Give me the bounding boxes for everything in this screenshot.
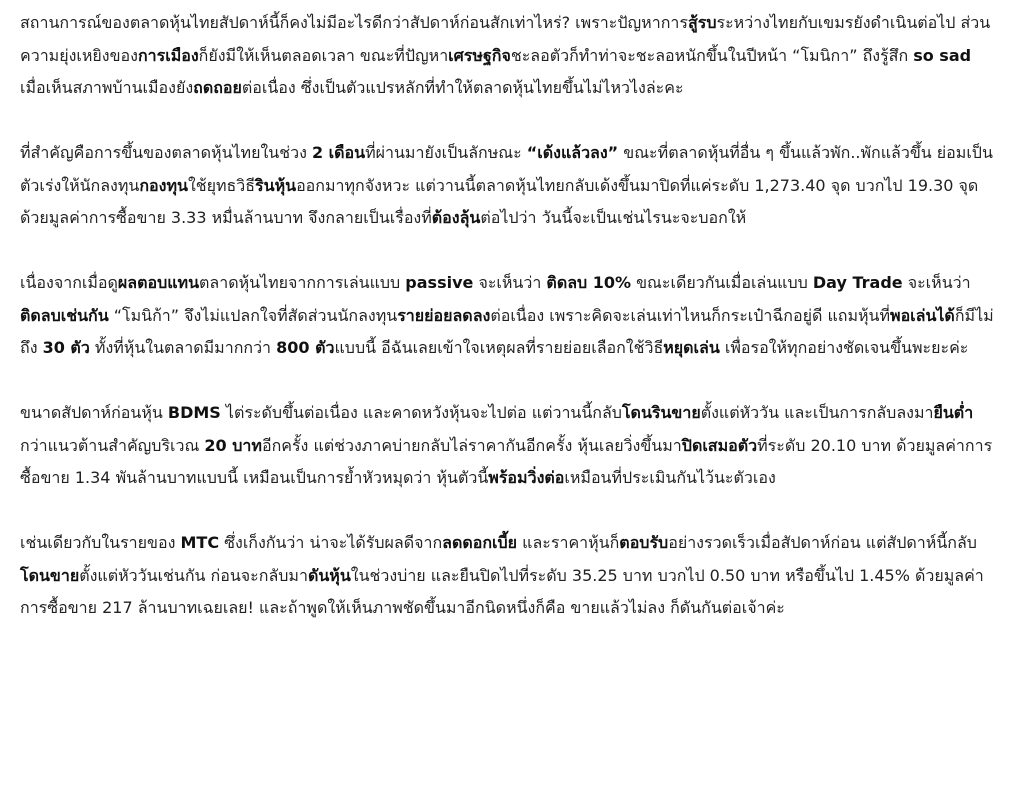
text-run: ตลาดหุ้นไทยจากการเล่นแบบ xyxy=(199,273,406,292)
bold-text: โดนขาย xyxy=(20,565,80,585)
text-run: เมื่อเห็นสภาพบ้านเมืองยัง xyxy=(20,78,194,97)
bold-text: ถดถอย xyxy=(193,78,242,97)
text-run: ขณะเดียวกันเมื่อเล่นแบบ xyxy=(631,273,813,292)
bold-text: 30 ตัว xyxy=(42,338,90,357)
text-run: ที่ผ่านมายังเป็นลักษณะ xyxy=(365,143,527,162)
bold-text: ลดดอกเบี้ย xyxy=(442,533,518,552)
text-run: ขณะที่ตลาดหุ้นที่อื่น ๆ ขึ้นแล้วพัก..พักแล้วขึ้น ย่อมเป็นตัวเร่งให้นักลงทุน xyxy=(20,143,993,195)
paragraph-1 xyxy=(20,7,995,105)
text-run: ระหว่างไทยกับเขมรยังดำเนินต่อไป ส่วนความยุ่งเหยิงของ xyxy=(20,13,991,65)
bold-text: passive xyxy=(405,273,474,292)
bold-text: BDMS xyxy=(167,403,221,422)
text-run: ขนาดสัปดาห์ก่อนหุ้น xyxy=(20,403,168,422)
bold-text: ติดลบ 10% xyxy=(546,273,632,292)
text-run: ต่อเนื่อง ซึ่งเป็นตัวแปรหลักที่ทำให้ตลาดหุ้นไทยขึ้นไม่ไหวไงล่ะคะ xyxy=(241,78,684,97)
text-run: ตั้งแต่หัววัน และเป็นการกลับลงมา xyxy=(700,403,934,422)
bold-text: “เด้งแล้วลง” xyxy=(526,143,619,162)
bold-text: ยืนต่ำ xyxy=(933,403,974,422)
text-run: เช่นเดียวกับในรายของ xyxy=(20,533,181,552)
text-run: ต่อเนื่อง เพราะคิดจะเล่นเท่าไหนก็กระเป๋าฉีกอยู่ดี แถมหุ้นที่ xyxy=(490,305,891,325)
bold-text: รินหุ้น xyxy=(255,175,297,195)
text-run: และราคาหุ้นก็ xyxy=(517,533,620,552)
bold-text: พร้อมวิ่งต่อ xyxy=(488,468,565,487)
text-run: ใช้ยุทธวิธี xyxy=(187,175,256,195)
text-run: เหมือนที่ประเมินกันไว้นะตัวเอง xyxy=(564,468,776,487)
text-run: ต่อไปว่า วันนี้จะเป็นเช่นไรนะจะบอกให้ xyxy=(480,208,747,227)
bold-text: หยุดเล่น xyxy=(663,338,720,357)
bold-text: ต้องลุ้น xyxy=(431,208,481,227)
text-run: ที่ระดับ 20.10 บาท ด้วยมูลค่าการซื้อขาย 1.34 พันล้านบาทแบบนี้ เหมือนเป็นการย้ำหัวหมุดว่า หุ้นตัวนี้ xyxy=(20,435,993,487)
text-run: ก็ยังมีให้เห็นตลอดเวลา ขณะที่ปัญหา xyxy=(198,45,449,65)
text-run: ในช่วงบ่าย และยืนปิดไปที่ระดับ 35.25 บาท บวกไป 0.50 บาท หรือขึ้นไป 1.45% ด้วยมูลค่าการซื้อขาย 217 ล้านบาทเฉยเลย! และถ้าพูดให้เห็นภาพชัดขึ้นมาอีกนิดหนึ่งก็คือ ขายแล้วไม่ลง ก็ดันกันต่อเจ้าค่ะ xyxy=(20,565,984,617)
bold-text: พอเล่นได้ xyxy=(890,305,955,325)
paragraph-4 xyxy=(20,397,995,495)
bold-text: ผลตอบแทน xyxy=(117,273,200,292)
article-body xyxy=(20,7,995,657)
text-run: กว่าแนวต้านสำคัญบริเวณ xyxy=(20,435,205,455)
text-run: อย่างรวดเร็วเมื่อสัปดาห์ก่อน แต่สัปดาห์นี้กลับ xyxy=(668,533,977,552)
bold-text: 2 เดือน xyxy=(311,143,366,162)
paragraph-2 xyxy=(20,137,995,235)
bold-text: ตอบรับ xyxy=(619,533,669,552)
text-run: ตั้งแต่หัววันเช่นกัน ก่อนจะกลับมา xyxy=(79,565,308,585)
text-run: ก็มีไม่ถึง xyxy=(20,305,994,357)
text-run: “โมนิก้า” จึงไม่แปลกใจที่สัดส่วนนักลงทุน xyxy=(108,305,398,325)
bold-text: ติดลบเช่นกัน xyxy=(20,305,109,325)
text-run: ออกมาทุกจังหวะ แต่วานนี้ตลาดหุ้นไทยกลับเด้งขึ้นมาปิดที่แค่ระดับ 1,273.40 จุด บวกไป 19.30 จุด ด้วยมูลค่าการซื้อขาย 3.33 หมื่นล้านบาท จึงกลายเป็นเรื่องที่ xyxy=(20,175,979,227)
bold-text: ดันหุ้น xyxy=(307,565,351,585)
text-run: แบบนี้ อีฉันเลยเข้าใจเหตุผลที่รายย่อยเลือกใช้วิธี xyxy=(334,338,664,357)
text-run: ชะลอตัวก็ทำท่าจะชะลอหนักขึ้นในปีหน้า “โมนิกา” ถึงรู้สึก xyxy=(510,45,914,65)
text-run: เนื่องจากเมื่อดู xyxy=(20,273,118,292)
bold-text: สู้รบ xyxy=(687,13,717,32)
bold-text: ปิดเสมอตัว xyxy=(681,435,758,455)
bold-text: การเมือง xyxy=(137,45,199,65)
text-run: ที่สำคัญคือการขึ้นของตลาดหุ้นไทยในช่วง xyxy=(20,143,312,162)
bold-text: so sad xyxy=(913,45,972,65)
text-run: ทั้งที่หุ้นในตลาดมีมากกว่า xyxy=(89,338,277,357)
bold-text: 20 บาท xyxy=(204,435,262,455)
text-run: สถานการณ์ของตลาดหุ้นไทยสัปดาห์นี้ก็คงไม่มีอะไรดีกว่าสัปดาห์ก่อนสักเท่าไหร่? เพราะปัญหาการ xyxy=(20,13,688,32)
bold-text: โดนรินขาย xyxy=(621,403,701,422)
bold-text: รายย่อยลดลง xyxy=(397,305,491,325)
bold-text: Day Trade xyxy=(812,273,903,292)
bold-text: MTC xyxy=(180,533,220,552)
text-run: จะเห็นว่า xyxy=(902,273,971,292)
text-run: เพื่อรอให้ทุกอย่างชัดเจนขึ้นพะยะค่ะ xyxy=(719,338,969,357)
bold-text: 800 ตัว xyxy=(276,338,335,357)
paragraph-5 xyxy=(20,527,995,625)
text-run: จะเห็นว่า xyxy=(473,273,547,292)
paragraph-3 xyxy=(20,267,995,365)
text-run: ไต่ระดับขึ้นต่อเนื่อง และคาดหวังหุ้นจะไปต่อ แต่วานนี้กลับ xyxy=(220,403,622,422)
bold-text: กองทุน xyxy=(139,175,188,195)
text-run: ซึ่งเก็งกันว่า น่าจะได้รับผลดีจาก xyxy=(219,533,443,552)
bold-text: เศรษฐกิจ xyxy=(448,45,511,65)
text-run: อีกครั้ง แต่ช่วงภาคบ่ายกลับไล่ราคากันอีกครั้ง หุ้นเลยวิ่งขึ้นมา xyxy=(261,435,682,455)
